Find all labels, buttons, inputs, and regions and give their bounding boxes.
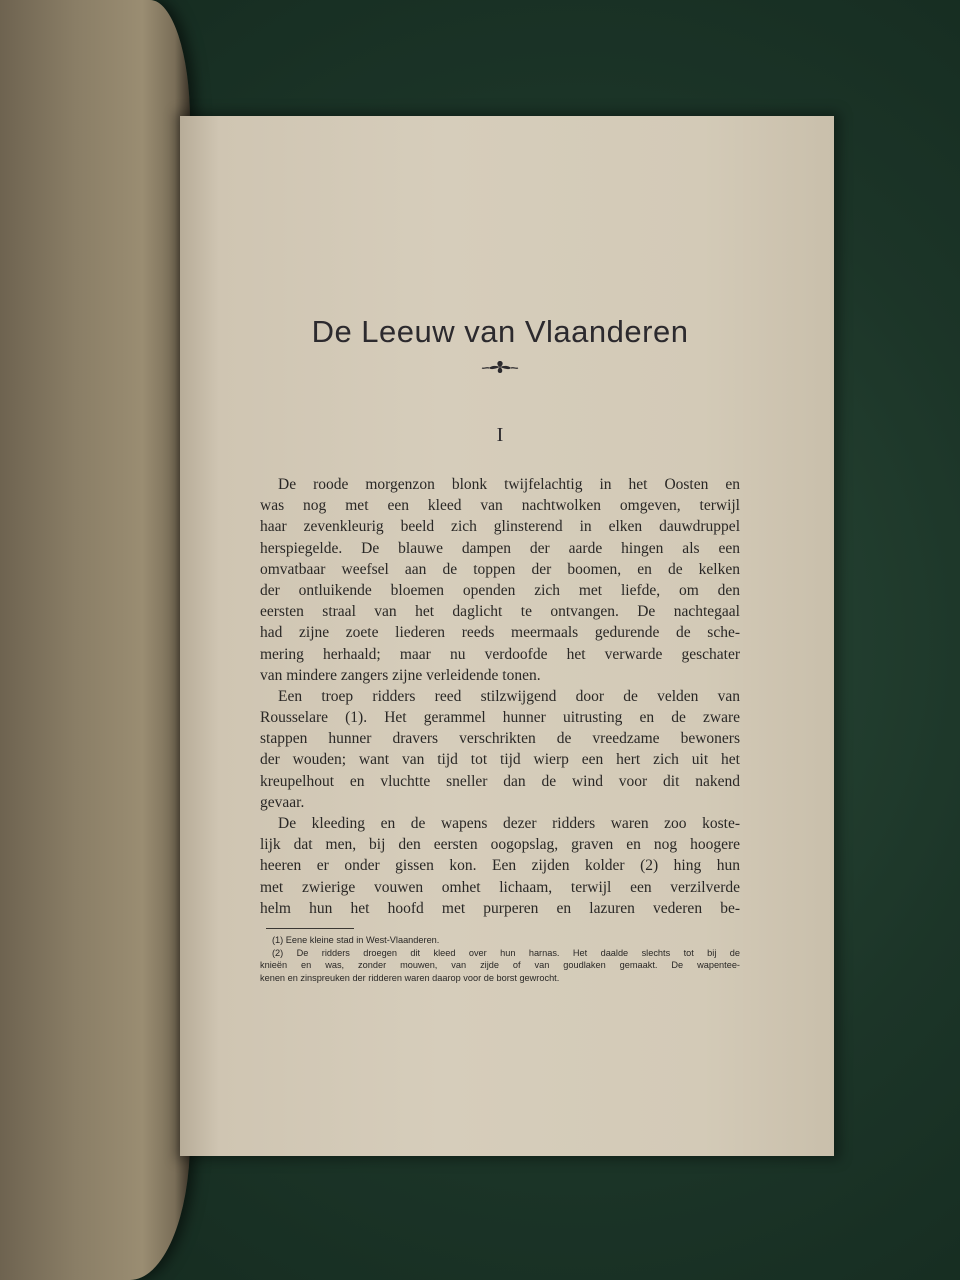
footnote-line: (2) De ridders droegen dit kleed over hun harnas. Het daalde slechts tot bij de — [272, 947, 740, 958]
body-text — [260, 474, 740, 919]
text-line: der ontluikende bloemen openden zich met liefde, om den — [260, 581, 740, 599]
book-page — [180, 116, 834, 1156]
text-line: Een troep ridders reed stilzwijgend door de velden van — [278, 687, 740, 705]
text-line: van mindere zangers zijne verleidende tonen. — [260, 666, 541, 684]
text-line: haar zevenkleurig beeld zich glinsterend in elken dauwdruppel — [260, 518, 740, 536]
text-line: omvatbaar weefsel aan de toppen der boomen, en de kelken — [260, 560, 740, 578]
text-line: der wouden; want van tijd tot tijd wierp een hert zich uit het — [260, 751, 740, 769]
footnote-line: kenen en zinspreuken der ridderen waren daarop voor de borst gewrocht. — [260, 972, 560, 983]
text-line: kreupelhout en vluchtte sneller dan de wind voor dit nakend — [260, 772, 740, 790]
footnotes — [260, 934, 740, 984]
text-line: had zijne zoete liederen reeds meermaals gedurende de sche- — [260, 624, 740, 642]
text-line: herspiegelde. De blauwe dampen der aarde hingen als een — [260, 539, 740, 557]
page-title: De Leeuw van Vlaanderen — [311, 314, 689, 349]
text-line: eersten straal van het daglicht te ontvangen. De nachtegaal — [260, 603, 740, 621]
text-line: heeren er onder gissen kon. Een zijden kolder (2) hing hun — [260, 857, 740, 875]
text-line: mering herhaald; maar nu verdoofde het verwarde geschater — [260, 645, 740, 663]
text-line: met zwierige vouwen omhet lichaam, terwijl een verzilverde — [260, 878, 740, 896]
chapter-number: I — [496, 424, 504, 446]
left-page-edge — [0, 0, 190, 1280]
text-line: was nog met een kleed van nachtwolken omgeven, terwijl — [260, 497, 740, 515]
footnote-line: knieën en was, zonder mouwen, van zijde of van goudlaken gemaakt. De wapentee- — [260, 960, 740, 970]
footnote-line: (1) Eene kleine stad in West-Vlaanderen. — [272, 935, 440, 945]
text-line: Rousselare (1). Het gerammel hunner uitrusting en de zware — [260, 709, 740, 727]
footnote-divider — [266, 928, 354, 929]
text-line: helm hun het hoofd met purperen en lazuren vederen be- — [260, 899, 740, 917]
text-line: De kleeding en de wapens dezer ridders waren zoo koste- — [278, 815, 740, 832]
text-line: gevaar. — [260, 793, 305, 811]
fleuron-ornament-icon — [480, 358, 520, 376]
text-line: stappen hunner dravers verschrikten de vreedzame bewoners — [260, 730, 740, 748]
text-line: lijk dat men, bij den eersten oogopslag, graven en nog hoogere — [260, 836, 740, 854]
text-line: De roode morgenzon blonk twijfelachtig in het Oosten en — [278, 476, 740, 493]
